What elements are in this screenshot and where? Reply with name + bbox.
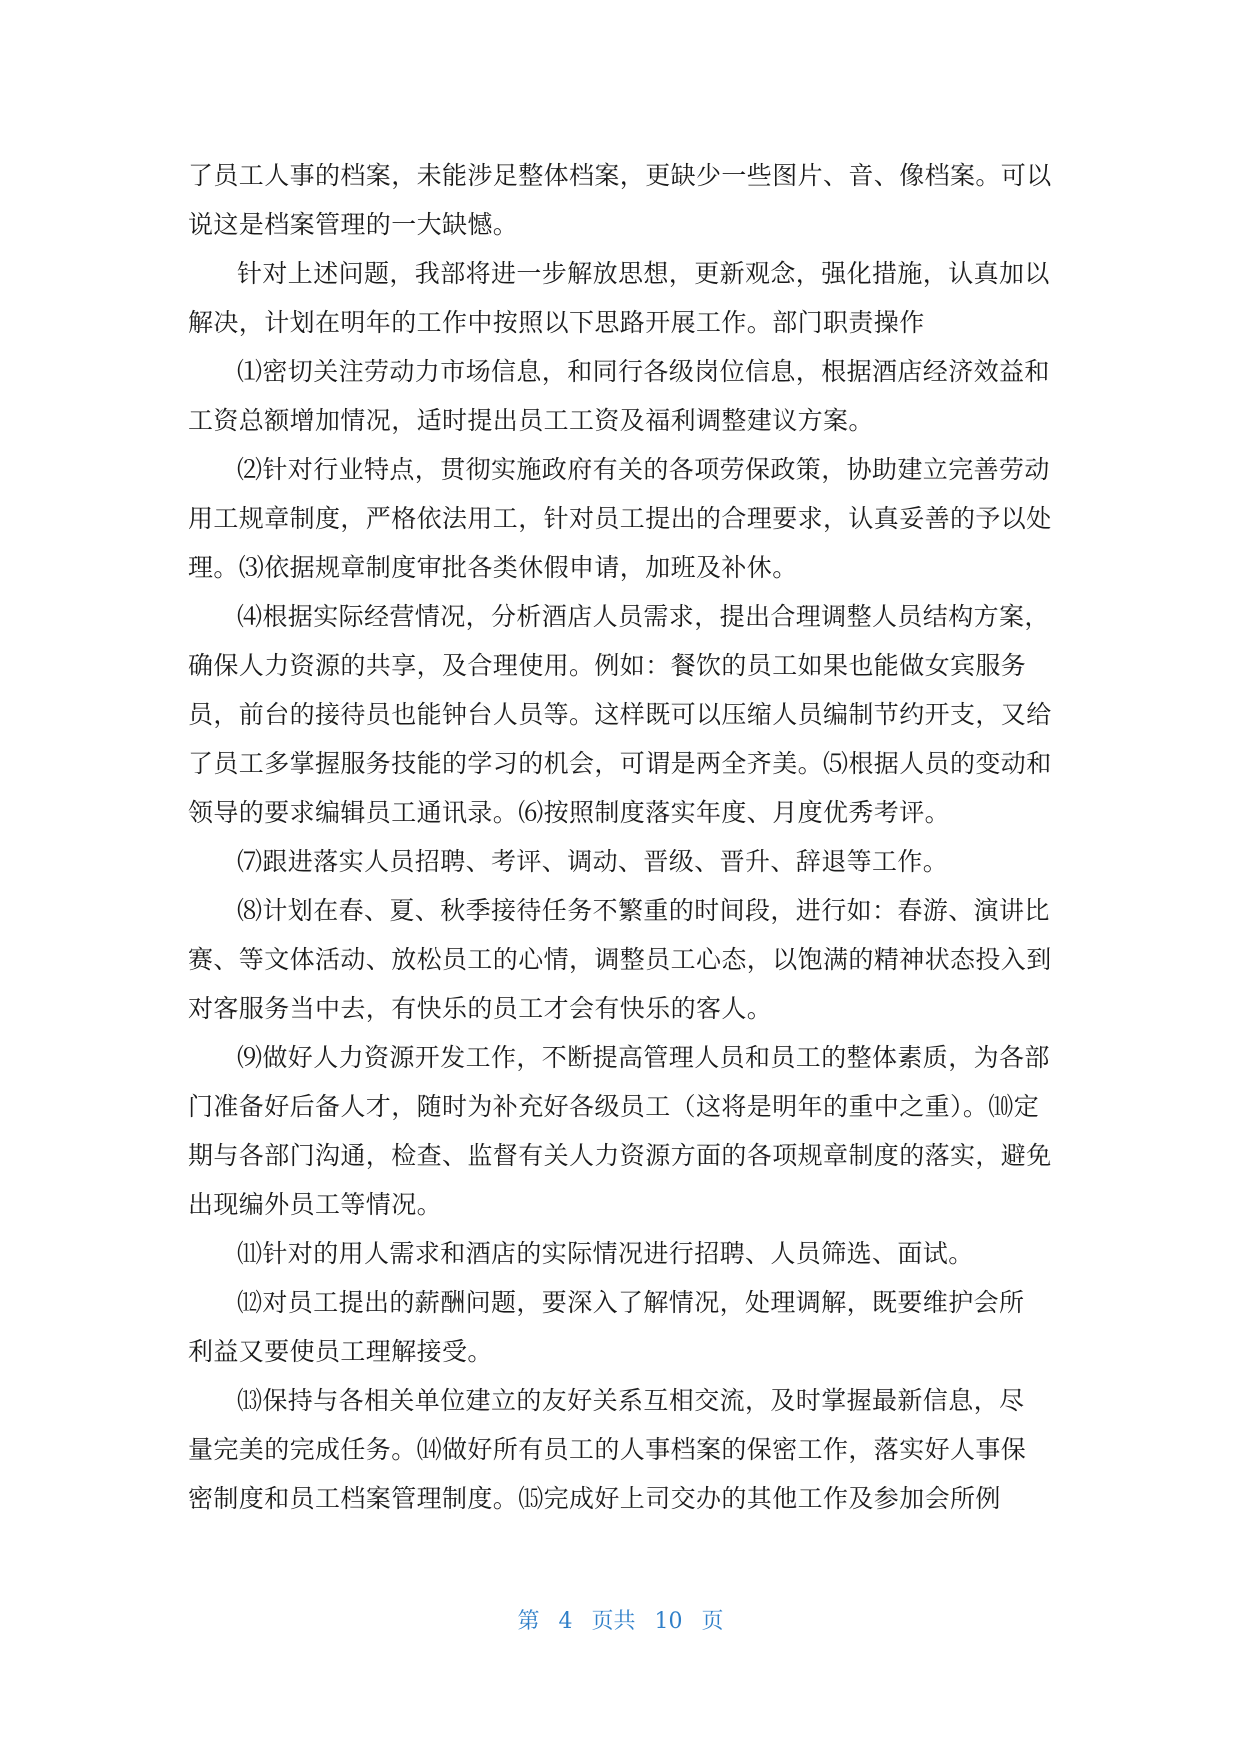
body-line: 赛、等文体活动、放松员工的心情，调整员工心态，以饱满的精神状态投入到 (188, 945, 1052, 974)
body-line: 说这是档案管理的一大缺憾。 (188, 210, 519, 239)
body-line: ⑾针对的用人需求和酒店的实际情况进行招聘、人员筛选、面试。 (237, 1239, 974, 1268)
body-line: 解决，计划在明年的工作中按照以下思路开展工作。部门职责操作 (188, 308, 925, 337)
body-line: ⑺跟进落实人员招聘、考评、调动、晋级、晋升、辞退等工作。 (237, 847, 949, 876)
body-line: 工资总额增加情况，适时提出员工工资及福利调整建议方案。 (188, 406, 874, 435)
current-page-number: 4 (558, 1609, 573, 1634)
body-line: ⑿对员工提出的薪酬问题，要深入了解情况，处理调解，既要维护会所 (237, 1288, 1025, 1317)
body-line: 理。⑶依据规章制度审批各类休假申请，加班及补休。 (188, 553, 798, 582)
body-line: 针对上述问题，我部将进一步解放思想，更新观念，强化措施，认真加以 (237, 259, 1050, 288)
body-line: 期与各部门沟通，检查、监督有关人力资源方面的各项规章制度的落实，避免 (188, 1141, 1052, 1170)
body-line: 了员工多掌握服务技能的学习的机会，可谓是两全齐美。⑸根据人员的变动和 (188, 749, 1052, 778)
body-line: ⑻计划在春、夏、秋季接待任务不繁重的时间段，进行如：春游、演讲比 (237, 896, 1050, 925)
body-line: 了员工人事的档案，未能涉足整体档案，更缺少一些图片、音、像档案。可以 (188, 161, 1052, 190)
body-line: ⑷根据实际经营情况，分析酒店人员需求，提出合理调整人员结构方案， (237, 602, 1050, 631)
footer-prefix: 第 (517, 1609, 540, 1634)
body-line: 领导的要求编辑员工通讯录。⑹按照制度落实年度、月度优秀考评。 (188, 798, 951, 827)
body-line: ⒀保持与各相关单位建立的友好关系互相交流，及时掌握最新信息，尽 (237, 1386, 1025, 1415)
body-line: 对客服务当中去，有快乐的员工才会有快乐的客人。 (188, 994, 773, 1023)
body-line: 确保人力资源的共享，及合理使用。例如：餐饮的员工如果也能做女宾服务 (188, 651, 1027, 680)
body-line: ⑼做好人力资源开发工作，不断提高管理人员和员工的整体素质，为各部 (237, 1043, 1050, 1072)
body-line: ⑴密切关注劳动力市场信息，和同行各级岗位信息，根据酒店经济效益和 (237, 357, 1050, 386)
total-pages-number: 10 (654, 1609, 683, 1634)
footer-suffix: 页 (701, 1609, 724, 1634)
body-line: 出现编外员工等情况。 (188, 1190, 443, 1219)
body-line: 密制度和员工档案管理制度。⒂完成好上司交办的其他工作及参加会所例 (188, 1484, 1001, 1513)
body-line: 门准备好后备人才，随时为补充好各级员工（这将是明年的重中之重）。⑽定 (188, 1092, 1040, 1121)
body-line: 量完美的完成任务。⒁做好所有员工的人事档案的保密工作，落实好人事保 (188, 1435, 1027, 1464)
body-line: 员，前台的接待员也能钟台人员等。这样既可以压缩人员编制节约开支，又给 (188, 700, 1052, 729)
page-footer (0, 1604, 1241, 1635)
footer-middle: 页共 (591, 1609, 636, 1634)
body-line: ⑵针对行业特点，贯彻实施政府有关的各项劳保政策，协助建立完善劳动 (237, 455, 1050, 484)
body-line: 用工规章制度，严格依法用工，针对员工提出的合理要求，认真妥善的予以处 (188, 504, 1052, 533)
body-line: 利益又要使员工理解接受。 (188, 1337, 493, 1366)
